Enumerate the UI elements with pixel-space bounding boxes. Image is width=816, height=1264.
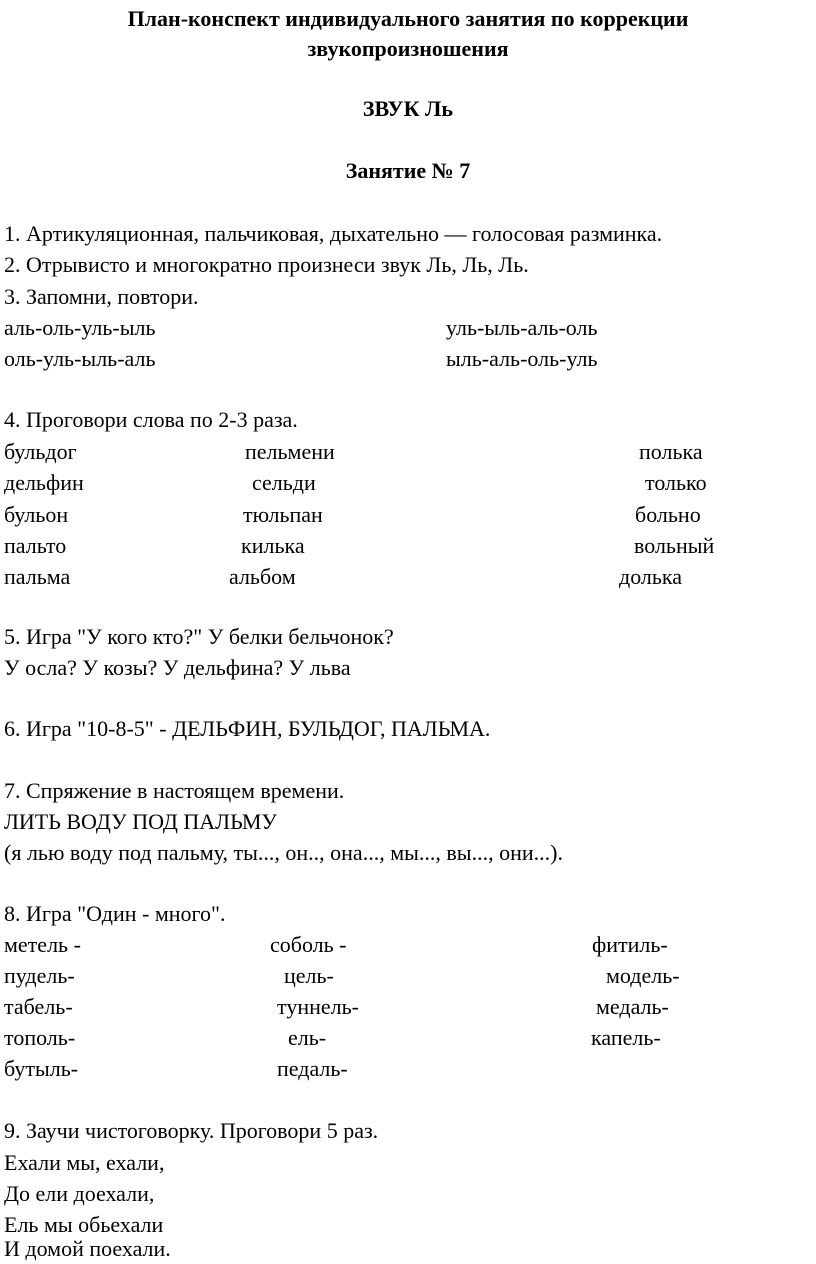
plural-cell: капель-	[591, 1025, 661, 1050]
word-cell: пельмени	[245, 439, 335, 464]
word-cell: бульон	[4, 502, 69, 527]
plural-cell: тополь-	[4, 1025, 76, 1050]
plural-cell: соболь -	[270, 932, 347, 957]
plural-cell: ель-	[288, 1025, 327, 1050]
item-5-line-2: У осла? У козы? У дельфина? У льва	[4, 655, 351, 680]
word-cell: бульдог	[4, 439, 77, 464]
word-cell: пальто	[4, 533, 67, 558]
syllable-cell: аль-оль-уль-ыль	[4, 315, 156, 340]
item-5-line-1: 5. Игра "У кого кто?" У белки бельчонок?	[4, 624, 394, 649]
poem-line: Ехали мы, ехали,	[4, 1150, 165, 1175]
plural-cell: цель-	[284, 963, 334, 988]
item-2: 2. Отрывисто и многократно произнеси звук Ль, Ль, Ль.	[4, 252, 529, 277]
syllable-cell: ыль-аль-оль-уль	[446, 346, 598, 371]
item-1: 1. Артикуляционная, пальчиковая, дыхательно — голосовая разминка.	[4, 221, 663, 246]
lesson-heading: Занятие № 7	[345, 158, 471, 183]
item-3: 3. Запомни, повтори.	[4, 284, 199, 309]
word-cell: тюльпан	[243, 502, 323, 527]
syllable-cell: оль-уль-ыль-аль	[4, 346, 156, 371]
word-cell: полька	[639, 439, 703, 464]
plural-cell: метель -	[4, 932, 81, 957]
word-cell: альбом	[229, 564, 296, 589]
plural-cell: бутыль-	[4, 1056, 79, 1081]
item-7-line-1: 7. Спряжение в настоящем времени.	[4, 778, 345, 803]
item-8: 8. Игра "Один - много".	[4, 901, 226, 926]
syllable-cell: уль-ыль-аль-оль	[446, 315, 598, 340]
poem-line: Ель мы обьехали	[4, 1212, 164, 1237]
plural-cell: табель-	[4, 994, 73, 1019]
poem-line: До ели доехали,	[4, 1181, 155, 1206]
plural-cell: педаль-	[277, 1056, 348, 1081]
item-4: 4. Проговори слова по 2-3 раза.	[4, 407, 298, 432]
word-cell: вольный	[634, 533, 715, 558]
word-cell: только	[645, 470, 707, 495]
plural-cell: пудель-	[4, 963, 75, 988]
word-cell: пальма	[4, 564, 71, 589]
title-line-1: План-конспект индивидуального занятия по коррекции	[127, 6, 689, 31]
plural-cell: медаль-	[596, 994, 669, 1019]
plural-cell: фитиль-	[592, 932, 668, 957]
word-cell: сельди	[252, 470, 316, 495]
item-6: 6. Игра "10-8-5" - ДЕЛЬФИН, БУЛЬДОГ, ПАЛЬМА.	[4, 716, 491, 741]
word-cell: больно	[635, 502, 701, 527]
sound-heading: ЗВУК Ль	[362, 96, 454, 121]
item-7-line-3: (я лью воду под пальму, ты..., он.., она..., мы..., вы..., они...).	[4, 840, 563, 865]
plural-cell: туннель-	[277, 994, 359, 1019]
item-9: 9. Заучи чистоговорку. Проговори 5 раз.	[4, 1118, 379, 1143]
title-line-2: звукопроизношения	[307, 36, 509, 61]
word-cell: килька	[241, 533, 305, 558]
item-7-line-2: ЛИТЬ ВОДУ ПОД ПАЛЬМУ	[4, 809, 277, 834]
word-cell: долька	[619, 564, 683, 589]
plural-cell: модель-	[606, 963, 680, 988]
word-cell: дельфин	[4, 470, 84, 495]
poem-line: И домой поехали.	[4, 1236, 171, 1261]
